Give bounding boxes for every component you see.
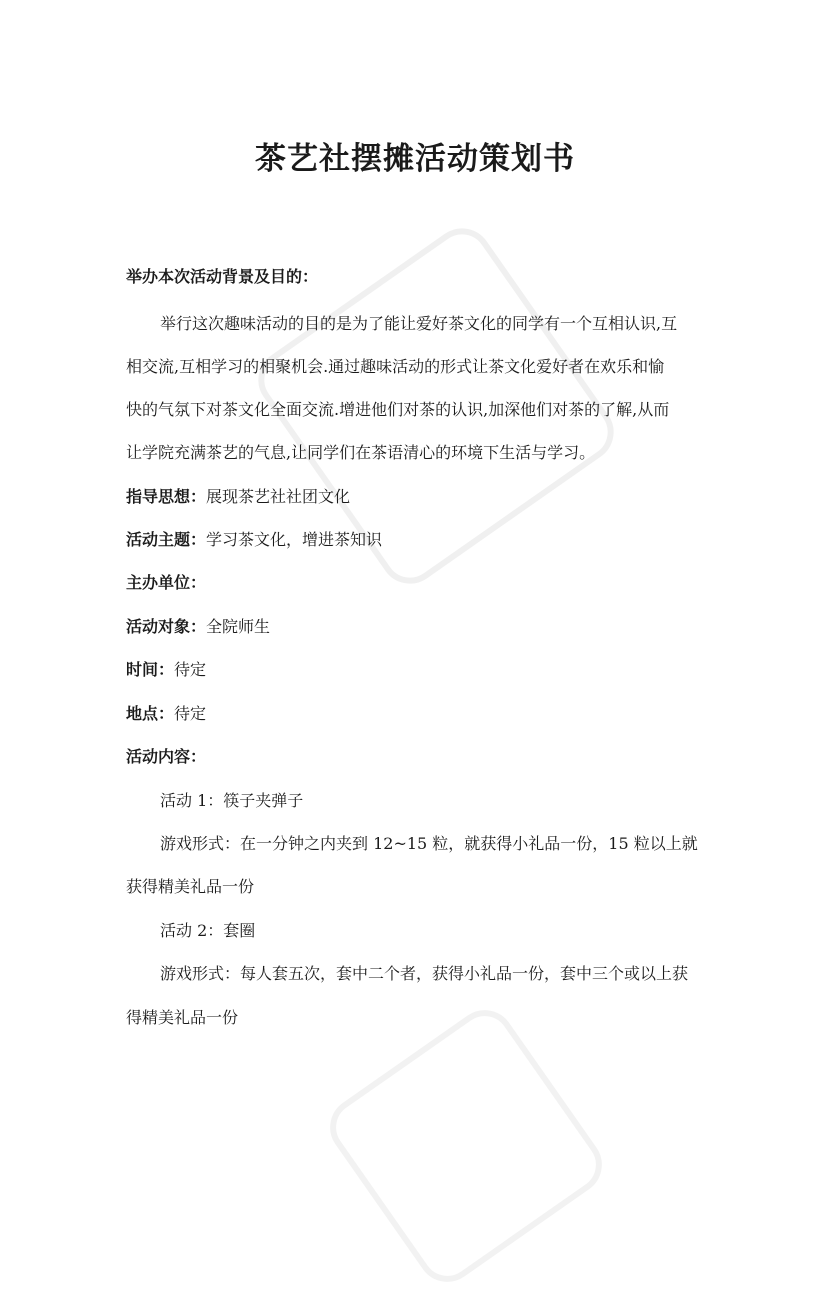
document-title: 茶艺社摆摊活动策划书 xyxy=(255,141,575,177)
activity-rule-line: 游戏形式：每人套五次，套中二个者，获得小礼品一份，套中三个或以上获 xyxy=(160,964,689,983)
paragraph-line: 让学院充满茶艺的气息,让同学们在茶语清心的环境下生活与学习。 xyxy=(126,443,596,462)
field-content xyxy=(126,745,716,769)
activity-name: 活动 1：筷子夹弹子 xyxy=(160,791,304,810)
field-value: 展现茶艺社社团文化 xyxy=(206,487,351,506)
field-value: 待定 xyxy=(174,660,207,679)
activity-rule-line: 得精美礼品一份 xyxy=(126,1008,239,1027)
field-audience xyxy=(126,615,716,639)
field-label: 活动对象： xyxy=(126,617,207,636)
paragraph-line: 快的气氛下对茶文化全面交流.增进他们对茶的认识,加深他们对茶的了解,从而 xyxy=(126,400,670,419)
field-value: 待定 xyxy=(174,704,207,723)
field-label: 主办单位： xyxy=(126,573,207,592)
paragraph-line: 相交流,互相学习的相聚机会.通过趣味活动的形式让茶文化爱好者在欢乐和愉 xyxy=(126,357,665,376)
field-time xyxy=(126,658,716,682)
activity-name: 活动 2：套圈 xyxy=(160,921,256,940)
field-label: 地点： xyxy=(126,704,175,723)
activity-rule-line: 获得精美礼品一份 xyxy=(126,877,255,896)
field-label: 时间： xyxy=(126,660,175,679)
field-label: 指导思想： xyxy=(126,487,207,506)
field-organizer xyxy=(126,571,716,595)
field-value: 学习茶文化，增进茶知识 xyxy=(206,530,383,549)
field-label: 活动内容： xyxy=(126,747,207,766)
paragraph-line: 举行这次趣味活动的目的是为了能让爱好茶文化的同学有一个互相认识,互 xyxy=(160,314,678,333)
watermark-icon xyxy=(318,998,613,1293)
activity-rule-line: 游戏形式：在一分钟之内夹到 12~15 粒，就获得小礼品一份，15 粒以上就 xyxy=(160,834,698,853)
background-heading: 举办本次活动背景及目的： xyxy=(126,267,319,286)
field-guiding-idea xyxy=(126,485,716,509)
field-value: 全院师生 xyxy=(206,617,271,636)
field-location xyxy=(126,702,716,726)
field-theme xyxy=(126,528,716,552)
field-label: 活动主题： xyxy=(126,530,207,549)
